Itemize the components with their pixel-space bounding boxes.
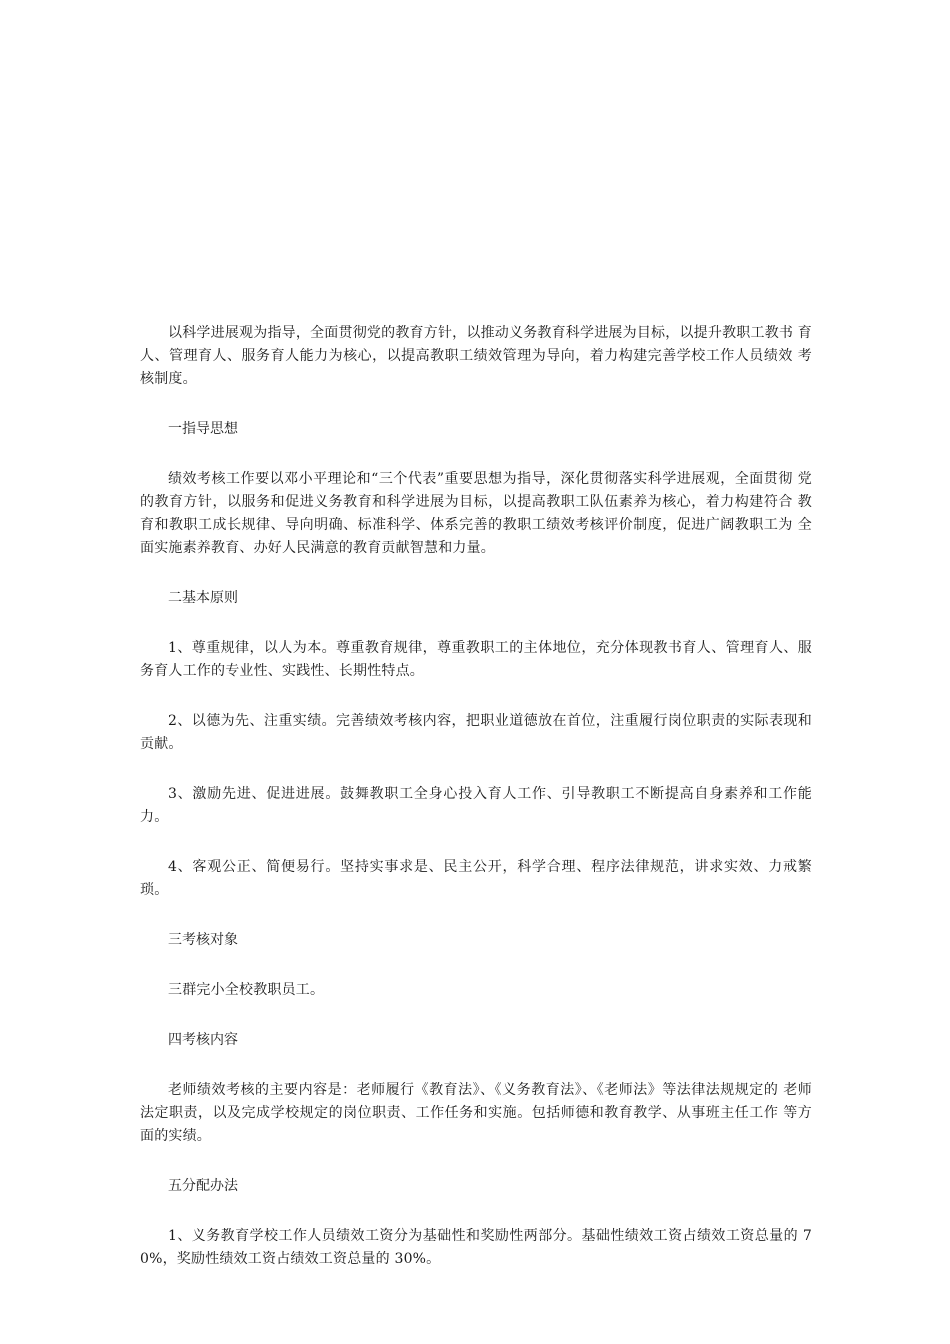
section-heading-assessment-targets: 三考核对象 xyxy=(168,932,238,948)
section-heading-distribution-method: 五分配办法 xyxy=(168,1178,238,1194)
principle-item-2: 2、以德为先、注重实绩。完善绩效考核内容，把职业道德放在首位，注重履行岗位职责的实际表现和 贡献。 xyxy=(140,713,812,752)
guiding-ideology-paragraph: 绩效考核工作要以邓小平理论和“三个代表”重要思想为指导，深化贯彻落实科学进展观，全面贯彻 党的教育方针，以服务和促进义务教育和科学进展为目标，以提高教职工队伍素养为核心，着力构建符合 教育和教职工成长规律、导向明确、标准科学、体系完善的教职工绩效考核评价制度，促进广阔教职工为 全面实施素养教育、办好人民满意的教育贡献智慧和力量。 xyxy=(140,471,812,556)
assessment-content-paragraph: 老师绩效考核的主要内容是：老师履行《教育法》、《义务教育法》、《老师法》等法律法规规定的 老师法定职责，以及完成学校规定的岗位职责、工作任务和实施。包括师德和教育教学、从事班主任工作 等方面的实绩。 xyxy=(140,1082,812,1144)
document-page xyxy=(140,322,812,1271)
section-heading-guiding-ideology: 一指导思想 xyxy=(168,421,238,437)
section-heading-basic-principles: 二基本原则 xyxy=(168,590,238,606)
intro-paragraph: 以科学进展观为指导，全面贯彻党的教育方针，以推动义务教育科学进展为目标，以提升教职工教书 育人、管理育人、服务育人能力为核心，以提高教职工绩效管理为导向，着力构建完善学校工作人员绩效 考核制度。 xyxy=(140,325,812,387)
distribution-item-1: 1、义务教育学校工作人员绩效工资分为基础性和奖励性两部分。基础性绩效工资占绩效工资总量的 70%，奖励性绩效工资占绩效工资总量的 30%。 xyxy=(140,1228,812,1267)
assessment-targets-paragraph: 三群完小全校教职员工。 xyxy=(168,982,325,998)
section-heading-assessment-content: 四考核内容 xyxy=(168,1032,238,1048)
principle-item-1: 1、尊重规律，以人为本。尊重教育规律，尊重教职工的主体地位，充分体现教书育人、管理育人、服 务育人工作的专业性、实践性、长期性特点。 xyxy=(140,640,812,679)
principle-item-3: 3、激励先进、促进进展。鼓舞教职工全身心投入育人工作、引导教职工不断提高自身素养和工作能力。 xyxy=(140,786,812,825)
principle-item-4: 4、客观公正、简便易行。坚持实事求是、民主公开，科学合理、程序法律规范，讲求实效、力戒繁琐。 xyxy=(140,859,812,898)
